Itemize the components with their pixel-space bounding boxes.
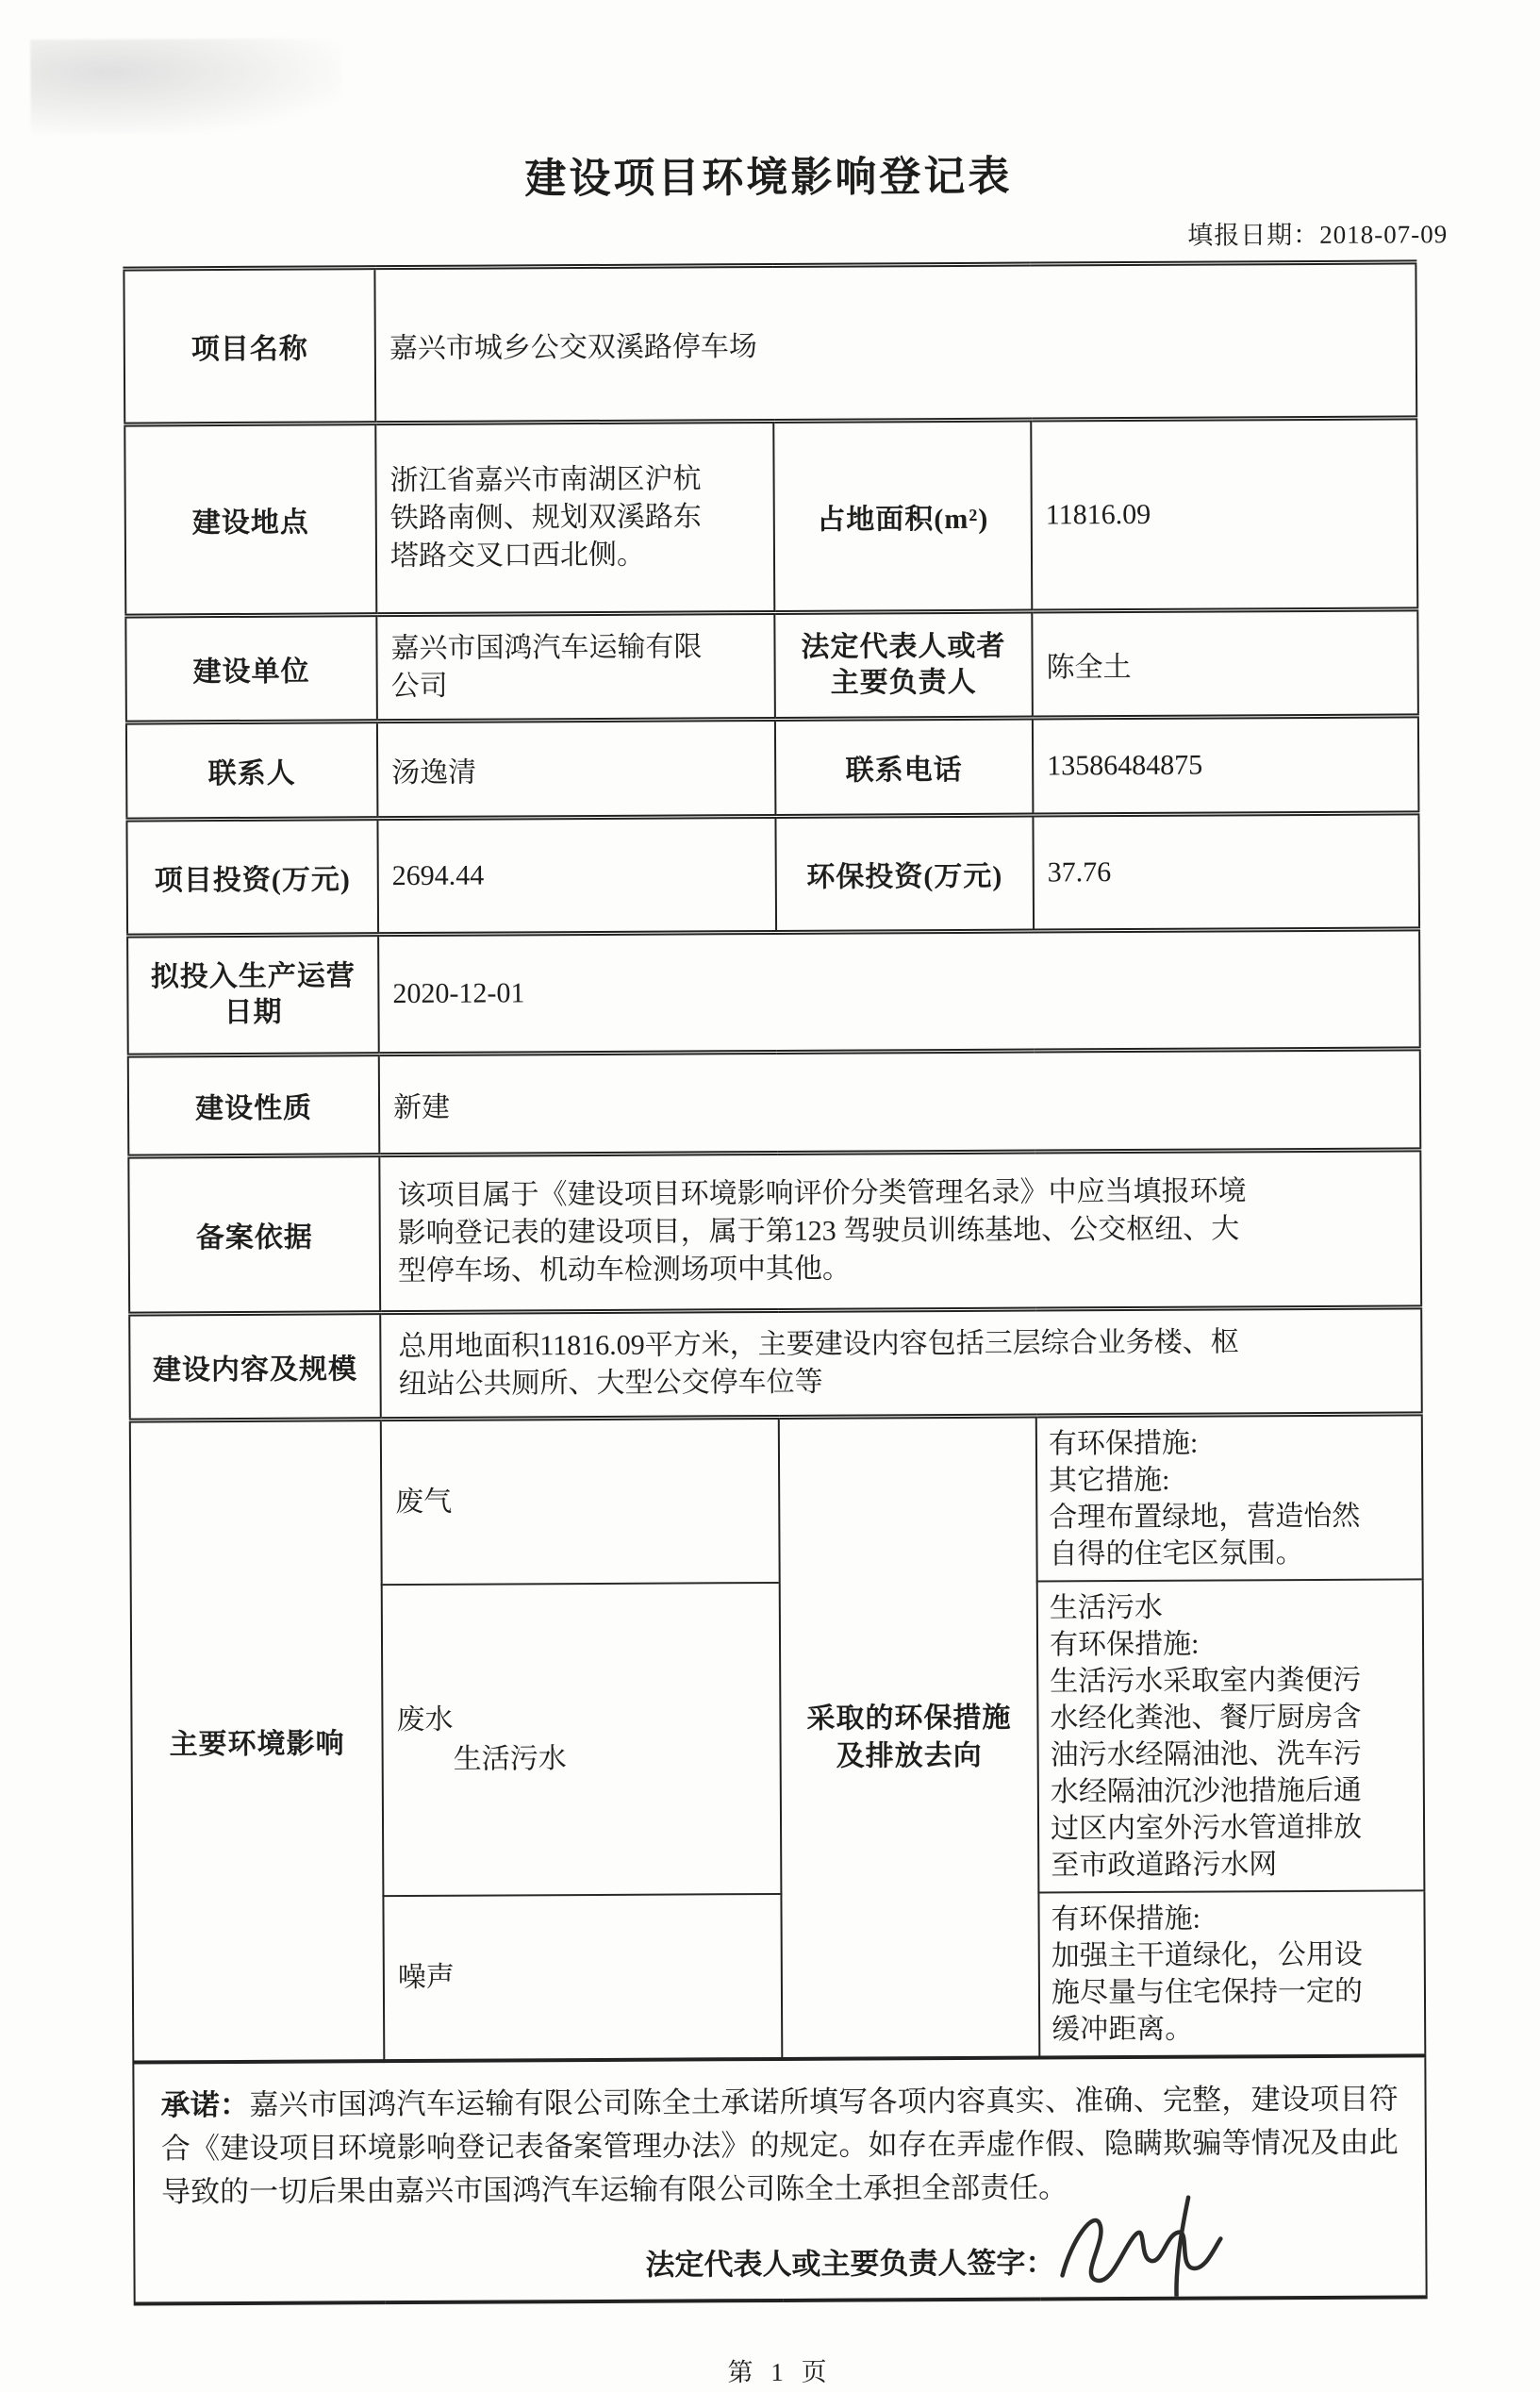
- construction-nature-label: 建设性质: [128, 1055, 380, 1156]
- construction-nature-value: 新建: [379, 1049, 1421, 1155]
- commitment-prefix: 承诺：: [160, 2087, 250, 2122]
- fill-date-line: [123, 213, 1448, 257]
- env-investment-value: 37.76: [1033, 813, 1419, 931]
- env-investment-label: 环保投资(万元): [775, 815, 1034, 932]
- registration-form-table: [123, 259, 1427, 2305]
- content-scale-label: 建设内容及规模: [129, 1313, 381, 1420]
- fill-date-value: 2018-07-09: [1319, 220, 1449, 249]
- env-item-noise: 噪声: [383, 1894, 782, 2061]
- signature-area: [1054, 2238, 1257, 2281]
- row-commitment: [133, 2055, 1426, 2303]
- row-filing-basis: [128, 1150, 1421, 1314]
- commitment-body: 嘉兴市国鸿汽车运输有限公司陈全土承诺所填写各项内容真实、准确、完整，建设项目符合《建设项目环境影响登记表备案管理办法》的规定。如存在弄虚作假、隐瞒欺骗等情况及由此导致的一切后果由嘉兴市国鸿汽车运输有限公司陈全土承担全部责任。: [160, 2082, 1399, 2209]
- phone-label: 联系电话: [775, 718, 1034, 816]
- env-item-wastewater: 废水 生活污水: [382, 1583, 782, 1896]
- commitment-cell: [133, 2055, 1426, 2303]
- fill-date-label: 填报日期：: [1187, 220, 1320, 250]
- legal-rep-value: 陈全土: [1032, 609, 1418, 718]
- row-operation-date: [127, 929, 1420, 1055]
- location-label: 建设地点: [124, 424, 376, 616]
- operation-date-label: 拟投入生产运营 日期: [127, 935, 379, 1055]
- filing-basis-value: 该项目属于《建设项目环境影响评价分类管理名录》中应当填报环境 影响登记表的建设项目，属于第123 驾驶员训练基地、公交枢纽、大 型停车场、机动车检测场项中其他。: [379, 1150, 1421, 1313]
- builder-value: 嘉兴市国鸿汽车运输有限 公司: [376, 612, 775, 721]
- env-item-gas: 废气: [381, 1417, 780, 1585]
- row-builder: [125, 609, 1418, 723]
- env-measures-label: 采取的环保措施 及排放去向: [779, 1416, 1040, 2059]
- row-investment: [126, 813, 1419, 936]
- env-measure-gas: 有环保措施: 其它措施: 合理布置绿地，营造怡然 自得的住宅区氛围。: [1036, 1414, 1423, 1582]
- contact-label: 联系人: [126, 722, 378, 820]
- project-name-label: 项目名称: [124, 268, 375, 424]
- project-name-value: 嘉兴市城乡公交双溪路停车场: [374, 262, 1416, 424]
- operation-date-value: 2020-12-01: [378, 929, 1420, 1055]
- env-measure-wastewater: 生活污水 有环保措施: 生活污水采取室内粪便污 水经化粪池、餐厅厨房含 油污水经隔油池、洗车污 水经隔油沉沙池措施后通 过区内室外污水管道排放 至市政道路污水网: [1037, 1579, 1425, 1892]
- contact-value: 汤逸清: [377, 719, 776, 818]
- area-value: 11816.09: [1031, 418, 1417, 611]
- signature-label: 法定代表人或主要负责人签字：: [645, 2246, 1055, 2282]
- page-number: 第 1 页: [727, 2357, 833, 2387]
- location-value: 浙江省嘉兴市南湖区沪杭 铁路南侧、规划双溪路东 塔路交叉口西北侧。: [375, 421, 774, 614]
- investment-label: 项目投资(万元): [126, 819, 378, 936]
- row-construction-nature: [128, 1049, 1421, 1156]
- page-title: 建设项目环境影响登记表: [524, 153, 1013, 203]
- signature-line: [161, 2214, 1399, 2286]
- row-env-impact-gas: [130, 1414, 1423, 1586]
- row-project-name: [124, 262, 1416, 424]
- builder-label: 建设单位: [125, 615, 377, 723]
- phone-value: 13586484875: [1033, 716, 1419, 815]
- content-scale-value: 总用地面积11816.09平方米，主要建设内容包括三层综合业务楼、枢 纽站公共厕所、大型公交停车位等: [380, 1307, 1422, 1420]
- scan-smudge-artifact: [30, 38, 342, 134]
- filing-basis-label: 备案依据: [128, 1155, 380, 1314]
- area-label: 占地面积(m²): [773, 420, 1032, 612]
- legal-rep-label: 法定代表人或者 主要负责人: [774, 611, 1033, 719]
- env-measure-noise: 有环保措施: 加强主干道绿化，公用设 施尽量与住宅保持一定的 缓冲距离。: [1038, 1890, 1425, 2057]
- signature-scribble: [1045, 2184, 1249, 2303]
- row-location: [124, 418, 1417, 616]
- row-content-scale: [129, 1307, 1422, 1420]
- row-contact: [126, 716, 1419, 820]
- investment-value: 2694.44: [377, 816, 776, 934]
- env-impact-label: 主要环境影响: [130, 1420, 385, 2063]
